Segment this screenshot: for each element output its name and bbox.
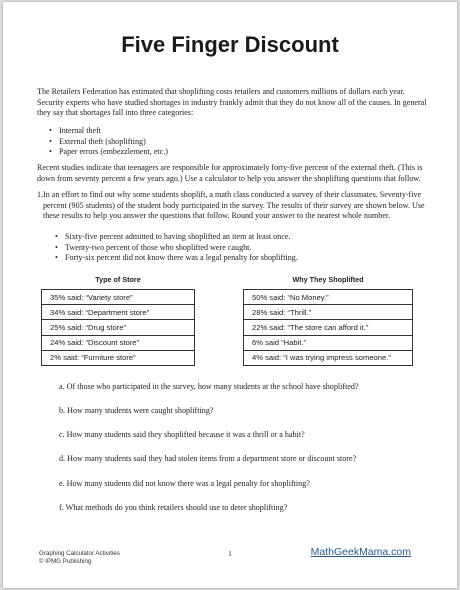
table-cell: 25% said: “Drug store” — [42, 320, 195, 335]
table-cell: 28% said: “Thrill.” — [244, 305, 413, 320]
question-f: f. What methods do you think retailers should use to deter shoplifting? — [59, 503, 288, 512]
table-cell: 2% said: “Furniture store” — [42, 350, 195, 365]
table-cell: 34% said: “Department store” — [42, 305, 195, 320]
problem-1 — [37, 190, 429, 222]
store-table-header: Type of Store — [95, 275, 141, 284]
footer-copyright: © IPMG Publishing — [39, 558, 92, 565]
worksheet-page — [3, 2, 457, 588]
table-row — [244, 305, 413, 320]
problem-number: 1. — [37, 190, 44, 199]
question-c: c. How many students said they shoplifted because it was a thrill or a habit? — [59, 430, 305, 439]
intro-paragraph: The Retailers Federation has estimated that shoplifting costs retailers and customers millions of dollars each year. Security experts who have studied shortages in industry frankly admit that they do not know all of the causes. In general they say that shortages fall into three categories: — [37, 87, 427, 118]
table-row — [244, 335, 413, 350]
table-cell: 22% said: “The store can afford it.” — [244, 320, 413, 335]
table-cell: 35% said: “Variety store” — [42, 290, 195, 305]
table-row — [42, 320, 195, 335]
question-d: d. How many students said they had stolen items from a department store or discount store? — [59, 454, 357, 463]
table-cell: 6% said “Habit.” — [244, 335, 413, 350]
store-type-table — [41, 289, 195, 366]
question-b: b. How many students were caught shoplifting? — [59, 406, 214, 415]
page-number: 1 — [228, 550, 232, 558]
table-cell: 4% said: “I was trying impress someone.” — [244, 350, 413, 365]
table-row — [42, 305, 195, 320]
list-item: • External theft (shoplifting) — [49, 137, 168, 148]
table-row — [42, 335, 195, 350]
question-a: a. Of those who participated in the survey, how many students at the school have shoplifted? — [59, 382, 359, 391]
table-row — [244, 320, 413, 335]
table-cell: 24% said: “Discount store” — [42, 335, 195, 350]
table-cell: 50% said: “No Money.” — [244, 290, 413, 305]
question-e: e. How many students did not know there was a legal penalty for shoplifting? — [59, 479, 310, 488]
list-item: • Paper errors (embezzlement, etc.) — [49, 147, 168, 158]
table-row — [42, 290, 195, 305]
why-table-header: Why They Shoplifted — [292, 275, 364, 284]
recent-studies-paragraph: Recent studies indicate that teenagers are responsible for approximately forty-five percent of the external theft. (This is down from seventy percent a few years ago.) Use a calculator to help you answer the shoplifting questions that follow. — [37, 163, 423, 183]
table-row — [42, 350, 195, 365]
list-item: • Sixty-five percent admitted to having shoplifted an item at least once. — [55, 232, 298, 243]
list-item: • Internal theft — [49, 126, 168, 137]
table-row — [244, 290, 413, 305]
website-link[interactable]: MathGeekMama.com — [310, 546, 411, 558]
table-row — [244, 350, 413, 365]
why-shoplifted-table — [243, 289, 413, 366]
footer-book-title: Graphing Calculator Activities — [39, 550, 120, 557]
page-title: Five Finger Discount — [121, 32, 339, 57]
category-list — [49, 126, 168, 158]
list-item: • Forty-six percent did not know there was a legal penalty for shoplifting. — [55, 253, 298, 264]
list-item: • Twenty-two percent of those who shoplifted were caught. — [55, 243, 298, 254]
problem-text: In an effort to find out why some students shoplift, a math class conducted a survey of their classmates. Seventy-five percent (905 students) of the student body participated in the survey. The results of their survey are shown below. Use these results to help you answer the questions that follow. Round your answer to the nearest whole number. — [43, 190, 425, 221]
survey-facts-list — [55, 232, 298, 264]
